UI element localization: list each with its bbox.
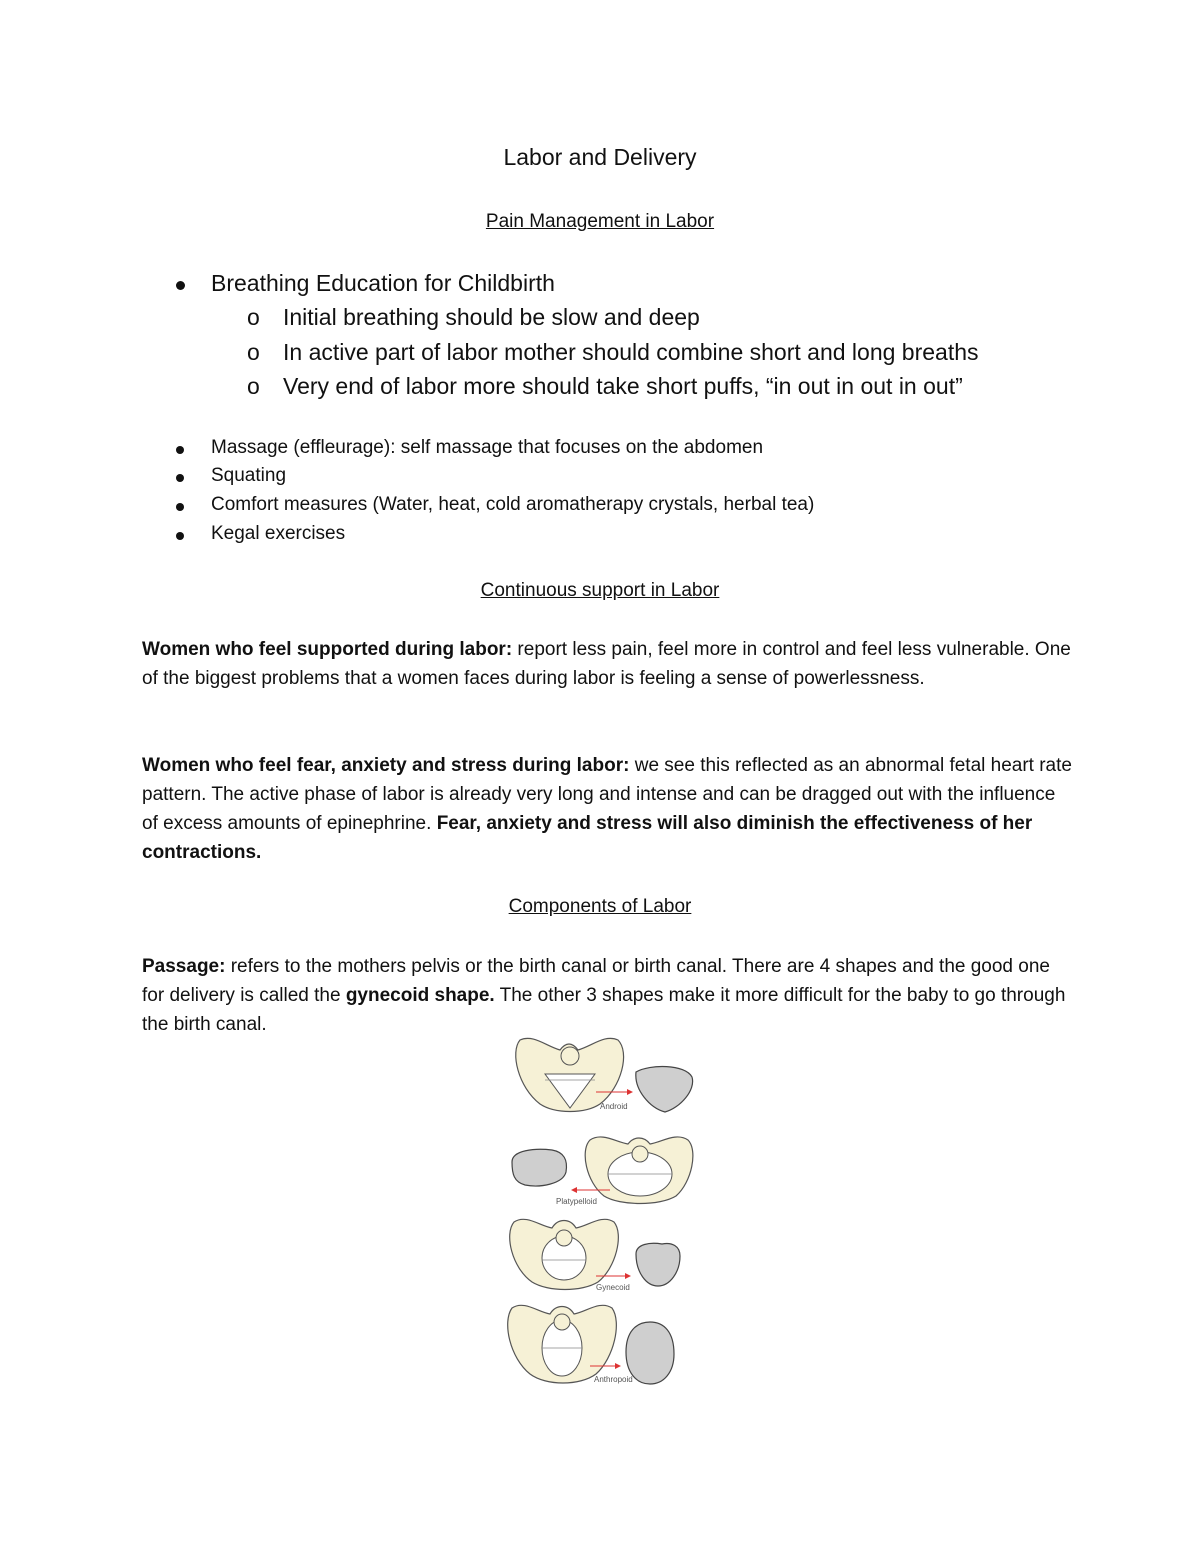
sub-bullet-text: In active part of labor mother should combine short and long breaths: [283, 339, 979, 365]
gynecoid-bold: gynecoid shape.: [345, 985, 495, 1006]
bullet-dot-icon: [176, 281, 185, 290]
fear-paragraph: [142, 751, 1072, 867]
bullet-dot-icon: [176, 446, 184, 454]
passage-body-b: The other 3 shapes make it more difficult for the baby to go through the birth canal.: [142, 985, 1066, 1035]
bullet-dot-icon: [176, 474, 184, 482]
passage-lead: Passage:: [142, 956, 226, 977]
bullet-text: Breathing Education for Childbirth: [211, 270, 555, 296]
fear-lead: Women who feel fear, anxiety and stress during labor:: [142, 755, 630, 776]
document-title: Labor and Delivery: [503, 144, 697, 170]
bullet-dot-icon: [176, 503, 184, 511]
pelvis-shapes-figure: [500, 1032, 710, 1394]
bullet-text: Kegal exercises: [211, 523, 346, 544]
fear-bold-statement: Fear, anxiety and stress will also diminish the effectiveness of her contractions.: [142, 813, 1033, 863]
android-label: Android: [600, 1102, 628, 1111]
bullet-dot-icon: [176, 532, 184, 540]
passage-paragraph: [142, 952, 1072, 1039]
anthropoid-pelvis-icon: [508, 1305, 617, 1383]
gynecoid-shape-icon: [636, 1243, 680, 1286]
pain-management-heading: Pain Management in Labor: [485, 211, 715, 232]
gynecoid-pelvis-icon: [510, 1219, 619, 1289]
supported-body: report less pain, feel more in control and feel less vulnerable. One of the biggest problems that a women faces during labor is feeling a sense of powerlessness.: [142, 639, 1071, 689]
platypelloid-label: Platypelloid: [556, 1197, 597, 1206]
android-shape-icon: [636, 1067, 693, 1112]
anthropoid-shape-icon: [626, 1322, 674, 1384]
platypelloid-shape-icon: [512, 1149, 566, 1186]
bullet-text: Comfort measures (Water, heat, cold aromatherapy crystals, herbal tea): [211, 494, 815, 515]
continuous-support-heading: Continuous support in Labor: [480, 580, 720, 601]
fear-body: we see this reflected as an abnormal fetal heart rate pattern. The active phase of labor is already very long and intense and can be dragged out with the influence of excess amounts of epinephrine.: [142, 755, 1072, 834]
supported-lead: Women who feel supported during labor:: [142, 639, 513, 660]
sub-bullet-text: Very end of labor more should take short puffs, “in out in out in out”: [283, 373, 963, 399]
anthropoid-label: Anthropoid: [594, 1375, 633, 1384]
sub-bullet-text: Initial breathing should be slow and deep: [283, 304, 700, 330]
platypelloid-pelvis-icon: [585, 1137, 693, 1204]
bullet-text: Squating: [211, 465, 287, 486]
passage-body-a: refers to the mothers pelvis or the birth canal or birth canal. There are 4 shapes and the good one for delivery is called the: [142, 956, 1050, 1006]
sub-bullet-marker-icon: o: [247, 373, 260, 399]
sub-bullet-marker-icon: o: [247, 339, 260, 365]
sub-bullet-marker-icon: o: [247, 304, 260, 330]
supported-paragraph: [142, 635, 1072, 693]
android-pelvis-icon: [516, 1038, 624, 1111]
bullet-text: Massage (effleurage): self massage that focuses on the abdomen: [211, 437, 764, 458]
gynecoid-label: Gynecoid: [596, 1283, 630, 1292]
components-heading: Components of Labor: [508, 896, 692, 917]
